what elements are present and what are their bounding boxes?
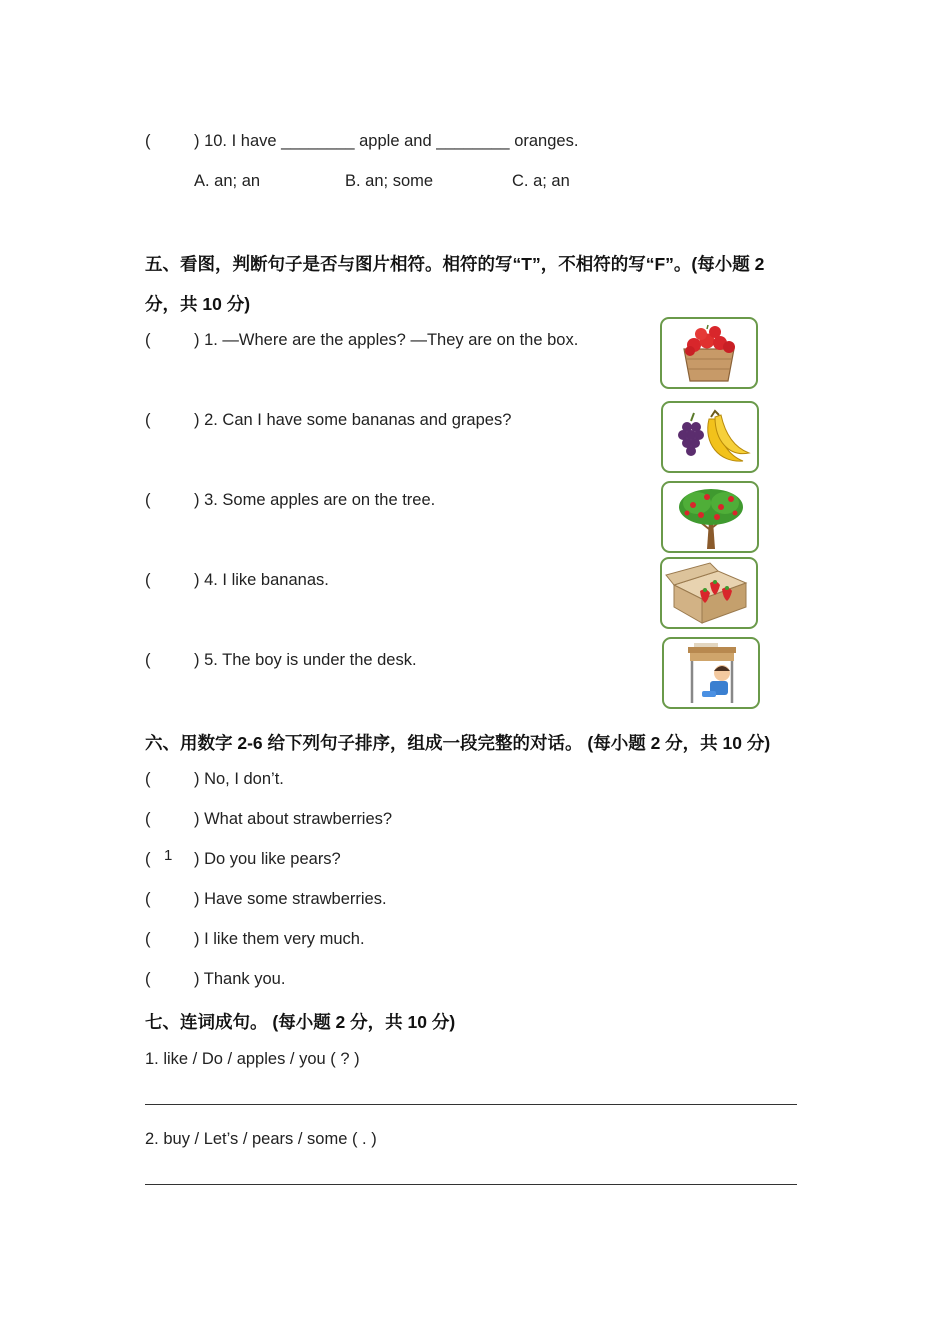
- apples-in-basket-icon: [662, 319, 756, 387]
- picture-grapes-and-bananas: [661, 401, 759, 473]
- section-6-item-4: [145, 890, 387, 909]
- boy-under-desk-icon: [664, 639, 758, 707]
- section-5-heading-line1: 五、看图，判断句子是否与图片相符。相符的写“T”，不相符的写“F”。(每小题 2: [145, 254, 765, 274]
- item-text: ) 1. —Where are the apples? —They are on the box.: [194, 331, 579, 349]
- answer-paren[interactable]: (: [145, 651, 151, 669]
- answer-paren[interactable]: (: [145, 411, 151, 429]
- filled-answer: 1: [164, 847, 173, 864]
- answer-paren[interactable]: (: [145, 810, 151, 828]
- picture-apples-in-basket: [660, 317, 758, 389]
- section-5-item-3: [145, 491, 435, 510]
- section-7-item-2: 2. buy / Let’s / pears / some ( . ): [145, 1130, 377, 1148]
- answer-paren[interactable]: (: [145, 491, 151, 509]
- section-6-item-1: [145, 770, 284, 789]
- item-text: ) 2. Can I have some bananas and grapes?: [194, 411, 512, 429]
- item-text: ) Do you like pears?: [194, 850, 341, 868]
- option-b: B. an; some: [345, 172, 434, 190]
- apple-tree-icon: [663, 483, 757, 551]
- answer-paren[interactable]: (: [145, 571, 151, 589]
- answer-paren[interactable]: (: [145, 890, 151, 908]
- section-6-item-6: [145, 970, 285, 989]
- answer-paren[interactable]: (: [145, 970, 151, 988]
- section-5-item-5: [145, 651, 417, 670]
- answer-paren[interactable]: ( 1: [145, 847, 173, 868]
- section-7-item-1: 1. like / Do / apples / you ( ? ): [145, 1050, 360, 1068]
- picture-strawberries-in-box: [660, 557, 758, 629]
- section-6-item-2: [145, 810, 392, 829]
- section-6-item-5: [145, 930, 365, 949]
- section-6-item-3: [145, 847, 341, 869]
- section-5-item-4: [145, 571, 329, 590]
- question-10: [145, 132, 578, 151]
- grapes-and-bananas-icon: [663, 403, 757, 471]
- section-5-heading-line2: 分，共 10 分): [145, 294, 251, 314]
- picture-apple-tree: [661, 481, 759, 553]
- item-text: ) Thank you.: [194, 970, 286, 988]
- section-6-heading: 六、用数字 2-6 给下列句子排序，组成一段完整的对话。 (每小题 2 分，共 10 分): [145, 733, 771, 753]
- answer-paren[interactable]: (: [145, 331, 151, 349]
- answer-paren[interactable]: (: [145, 930, 151, 948]
- answer-line-2[interactable]: [145, 1184, 797, 1185]
- answer-line-1[interactable]: [145, 1104, 797, 1105]
- item-text: ) 4. I like bananas.: [194, 571, 329, 589]
- option-c: C. a; an: [512, 172, 570, 190]
- item-text: ) I like them very much.: [194, 930, 365, 948]
- strawberries-in-box-icon: [662, 559, 756, 627]
- item-text: ) Have some strawberries.: [194, 890, 387, 908]
- section-5-item-2: [145, 411, 511, 430]
- item-text: ) What about strawberries?: [194, 810, 393, 828]
- answer-paren[interactable]: (: [145, 132, 151, 150]
- section-7-heading: 七、连词成句。 (每小题 2 分，共 10 分): [145, 1012, 456, 1032]
- option-a: A. an; an: [194, 172, 261, 190]
- section-5-item-1: [145, 331, 578, 350]
- question-10-text: ) 10. I have ________ apple and ________ oranges.: [194, 132, 579, 150]
- answer-paren[interactable]: (: [145, 770, 151, 788]
- picture-boy-under-desk: [662, 637, 760, 709]
- item-text: ) 5. The boy is under the desk.: [194, 651, 417, 669]
- item-text: ) 3. Some apples are on the tree.: [194, 491, 436, 509]
- item-text: ) No, I don’t.: [194, 770, 284, 788]
